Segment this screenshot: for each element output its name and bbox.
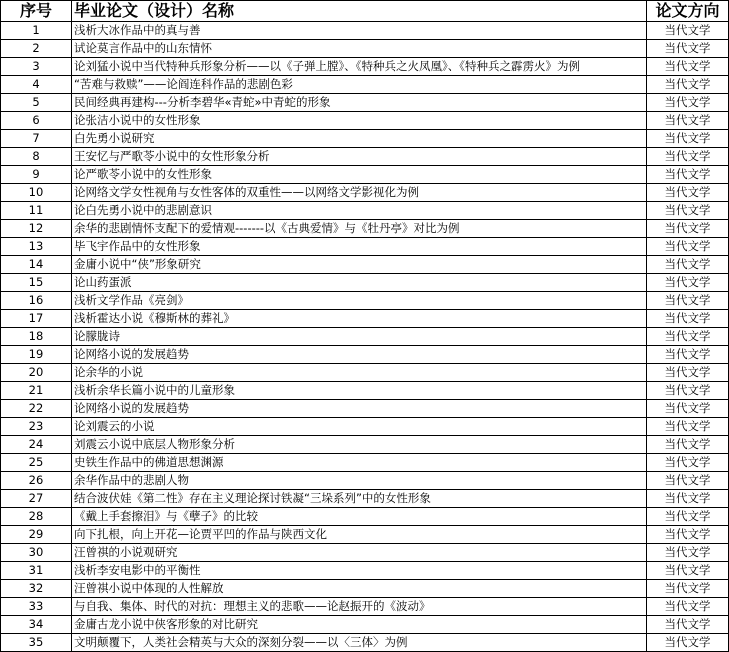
table-row — [1, 76, 729, 94]
row-no: 14 — [1, 256, 72, 274]
row-no: 7 — [1, 130, 72, 148]
row-title: 毕飞宇作品中的女性形象 — [72, 238, 647, 256]
row-direction: 当代文学 — [647, 292, 729, 310]
header-row — [1, 1, 729, 22]
table-row — [1, 112, 729, 130]
row-direction: 当代文学 — [647, 580, 729, 598]
row-no: 17 — [1, 310, 72, 328]
row-title: 《戴上手套擦泪》与《孽子》的比较 — [72, 508, 647, 526]
table-row — [1, 526, 729, 544]
row-no: 18 — [1, 328, 72, 346]
row-title: 浅析余华长篇小说中的儿童形象 — [72, 382, 647, 400]
row-title: 白先勇小说研究 — [72, 130, 647, 148]
row-title: 论网络小说的发展趋势 — [72, 400, 647, 418]
row-direction: 当代文学 — [647, 562, 729, 580]
table-row — [1, 274, 729, 292]
table-row — [1, 580, 729, 598]
table-row — [1, 490, 729, 508]
table-row — [1, 184, 729, 202]
row-direction: 当代文学 — [647, 616, 729, 634]
row-direction: 当代文学 — [647, 256, 729, 274]
row-title: 浅析大冰作品中的真与善 — [72, 22, 647, 40]
row-title: 论山药蛋派 — [72, 274, 647, 292]
row-direction: 当代文学 — [647, 184, 729, 202]
table-row — [1, 328, 729, 346]
row-no: 9 — [1, 166, 72, 184]
table-row — [1, 166, 729, 184]
row-direction: 当代文学 — [647, 148, 729, 166]
row-no: 16 — [1, 292, 72, 310]
row-direction: 当代文学 — [647, 454, 729, 472]
row-no: 35 — [1, 634, 72, 652]
row-direction: 当代文学 — [647, 490, 729, 508]
row-title: 汪曾祺的小说观研究 — [72, 544, 647, 562]
row-direction: 当代文学 — [647, 472, 729, 490]
row-no: 8 — [1, 148, 72, 166]
row-title: 论刘震云的小说 — [72, 418, 647, 436]
row-direction: 当代文学 — [647, 400, 729, 418]
row-title: 史铁生作品中的佛道思想渊源 — [72, 454, 647, 472]
row-no: 34 — [1, 616, 72, 634]
row-title: 论刘猛小说中当代特种兵形象分析——以《子弹上膛》、《特种兵之火凤凰》、《特种兵之霹雳火》为例 — [72, 58, 647, 76]
row-title: 与自我、集体、时代的对抗：理想主义的悲歌——论赵振开的《波动》 — [72, 598, 647, 616]
row-direction: 当代文学 — [647, 382, 729, 400]
table-row — [1, 202, 729, 220]
table-row — [1, 382, 729, 400]
table-row — [1, 310, 729, 328]
row-title: 结合波伏娃《第二性》存在主义理论探讨铁凝“三垛系列”中的女性形象 — [72, 490, 647, 508]
row-direction: 当代文学 — [647, 634, 729, 652]
row-direction: 当代文学 — [647, 364, 729, 382]
row-title: 论严歌苓小说中的女性形象 — [72, 166, 647, 184]
table-row — [1, 220, 729, 238]
row-no: 23 — [1, 418, 72, 436]
row-no: 1 — [1, 22, 72, 40]
table-row — [1, 256, 729, 274]
row-no: 29 — [1, 526, 72, 544]
table-row — [1, 562, 729, 580]
row-title: 试论莫言作品中的山东情怀 — [72, 40, 647, 58]
row-no: 5 — [1, 94, 72, 112]
row-no: 4 — [1, 76, 72, 94]
row-direction: 当代文学 — [647, 40, 729, 58]
row-direction: 当代文学 — [647, 418, 729, 436]
row-direction: 当代文学 — [647, 598, 729, 616]
row-no: 26 — [1, 472, 72, 490]
row-title: 论朦胧诗 — [72, 328, 647, 346]
table-row — [1, 544, 729, 562]
table-row — [1, 454, 729, 472]
row-title: 金庸小说中“侠”形象研究 — [72, 256, 647, 274]
row-no: 3 — [1, 58, 72, 76]
row-direction: 当代文学 — [647, 202, 729, 220]
table-row — [1, 436, 729, 454]
row-no: 30 — [1, 544, 72, 562]
table-row — [1, 634, 729, 652]
row-direction: 当代文学 — [647, 274, 729, 292]
table-row — [1, 508, 729, 526]
row-direction: 当代文学 — [647, 328, 729, 346]
table-row — [1, 598, 729, 616]
row-title: 论网络文学女性视角与女性客体的双重性——以网络文学影视化为例 — [72, 184, 647, 202]
row-title: 民间经典再建构---分析李碧华«青蛇»中青蛇的形象 — [72, 94, 647, 112]
table-row — [1, 238, 729, 256]
row-no: 10 — [1, 184, 72, 202]
row-direction: 当代文学 — [647, 112, 729, 130]
row-no: 6 — [1, 112, 72, 130]
row-no: 22 — [1, 400, 72, 418]
row-title: 文明颠覆下，人类社会精英与大众的深刻分裂——以〈三体〉为例 — [72, 634, 647, 652]
header-no: 序号 — [1, 1, 72, 22]
row-no: 32 — [1, 580, 72, 598]
row-no: 27 — [1, 490, 72, 508]
row-direction: 当代文学 — [647, 58, 729, 76]
row-no: 28 — [1, 508, 72, 526]
row-direction: 当代文学 — [647, 508, 729, 526]
table-row — [1, 400, 729, 418]
table-row — [1, 148, 729, 166]
header-title: 毕业论文（设计）名称 — [72, 1, 647, 22]
row-no: 33 — [1, 598, 72, 616]
row-no: 31 — [1, 562, 72, 580]
row-direction: 当代文学 — [647, 22, 729, 40]
row-no: 21 — [1, 382, 72, 400]
row-title: 余华作品中的悲剧人物 — [72, 472, 647, 490]
row-title: 王安忆与严歌苓小说中的女性形象分析 — [72, 148, 647, 166]
row-title: 论白先勇小说中的悲剧意识 — [72, 202, 647, 220]
row-direction: 当代文学 — [647, 220, 729, 238]
row-title: 汪曾祺小说中体现的人性解放 — [72, 580, 647, 598]
row-title: 论余华的小说 — [72, 364, 647, 382]
row-no: 19 — [1, 346, 72, 364]
row-direction: 当代文学 — [647, 166, 729, 184]
row-title: 向下扎根，向上开花—论贾平凹的作品与陕西文化 — [72, 526, 647, 544]
row-title: 论张洁小说中的女性形象 — [72, 112, 647, 130]
row-no: 12 — [1, 220, 72, 238]
row-direction: 当代文学 — [647, 94, 729, 112]
row-title: 刘震云小说中底层人物形象分析 — [72, 436, 647, 454]
table-row — [1, 40, 729, 58]
table-row — [1, 346, 729, 364]
row-direction: 当代文学 — [647, 346, 729, 364]
row-no: 25 — [1, 454, 72, 472]
table-row — [1, 292, 729, 310]
table-row — [1, 130, 729, 148]
row-direction: 当代文学 — [647, 526, 729, 544]
table-row — [1, 58, 729, 76]
row-title: 浅析霍达小说《穆斯林的葬礼》 — [72, 310, 647, 328]
row-direction: 当代文学 — [647, 238, 729, 256]
row-direction: 当代文学 — [647, 76, 729, 94]
table-row — [1, 364, 729, 382]
table-row — [1, 94, 729, 112]
row-no: 15 — [1, 274, 72, 292]
row-title: 浅析李安电影中的平衡性 — [72, 562, 647, 580]
row-title: 浅析文学作品《亮剑》 — [72, 292, 647, 310]
header-direction: 论文方向 — [647, 1, 729, 22]
row-direction: 当代文学 — [647, 436, 729, 454]
row-no: 20 — [1, 364, 72, 382]
row-direction: 当代文学 — [647, 130, 729, 148]
row-title: 金庸古龙小说中侠客形象的对比研究 — [72, 616, 647, 634]
table-row — [1, 22, 729, 40]
table-row — [1, 616, 729, 634]
table-row — [1, 472, 729, 490]
row-no: 2 — [1, 40, 72, 58]
row-direction: 当代文学 — [647, 544, 729, 562]
row-no: 13 — [1, 238, 72, 256]
row-title: “苦难与救赎”——论阎连科作品的悲剧色彩 — [72, 76, 647, 94]
row-title: 论网络小说的发展趋势 — [72, 346, 647, 364]
row-title: 余华的悲剧情怀支配下的爱情观-------以《古典爱情》与《牡丹亭》对比为例 — [72, 220, 647, 238]
row-no: 24 — [1, 436, 72, 454]
row-direction: 当代文学 — [647, 310, 729, 328]
row-no: 11 — [1, 202, 72, 220]
table-row — [1, 418, 729, 436]
